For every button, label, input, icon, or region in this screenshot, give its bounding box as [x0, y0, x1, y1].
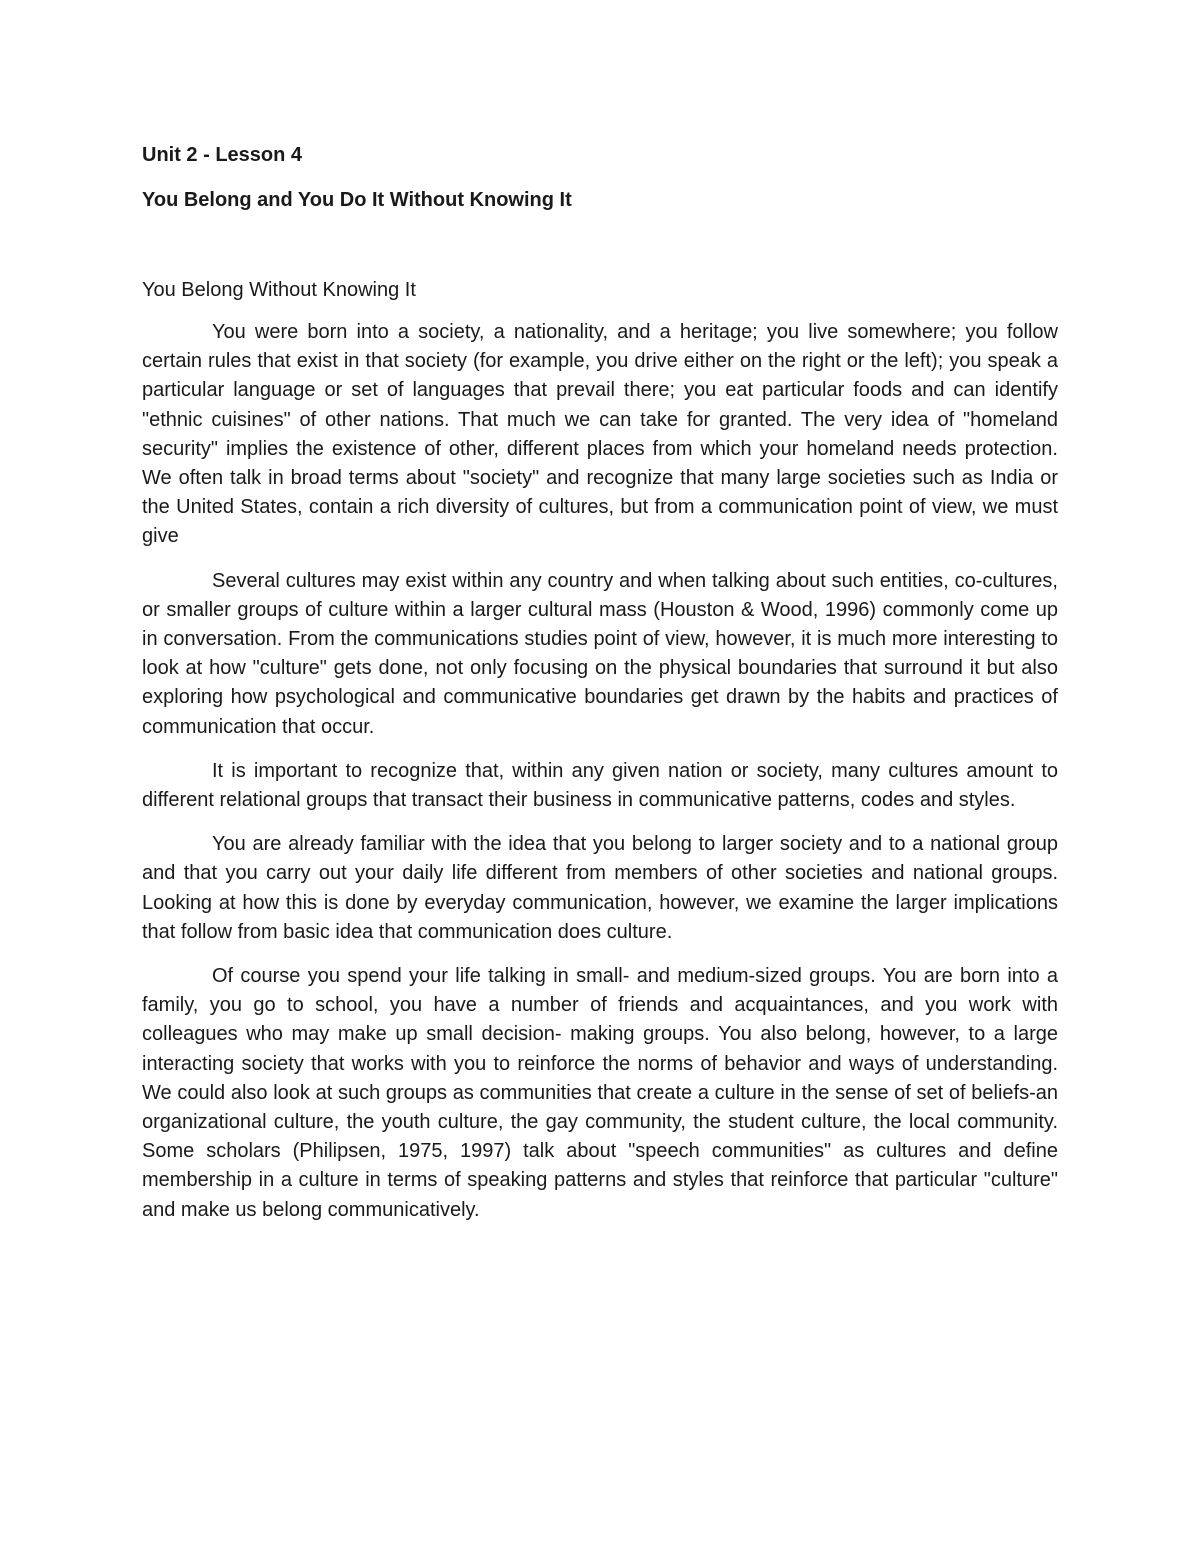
- lesson-title: You Belong and You Do It Without Knowing It: [142, 189, 572, 211]
- section-heading: You Belong Without Knowing It: [142, 279, 416, 301]
- paragraph-2: Several cultures may exist within any country and when talking about such entities, co-cultures, or smaller groups of culture within a larger cultural mass (Houston & Wood, 1996) commonly come up in conversation. From the communications studies point of view, however, it is much more interesting to look at how "culture" gets done, not only focusing on the physical boundaries that surround it but also exploring how psychological and communicative boundaries get drawn by the habits and practices of communication that occur.: [142, 569, 1058, 738]
- document-body: [142, 140, 1058, 1225]
- unit-title: Unit 2 - Lesson 4: [142, 144, 303, 166]
- paragraph-1: You were born into a society, a nationality, and a heritage; you live somewhere; you follow certain rules that exist in that society (for example, you drive either on the right or the left); you speak a particular language or set of languages that prevail there; you eat particular foods and can identify "ethnic cuisines" of other nations. That much we can take for granted. The very idea of "homeland security" implies the existence of other, different places from which your homeland needs protection. We often talk in broad terms about "society" and recognize that many large societies such as India or the United States, contain a rich diversity of cultures, but from a communication point of view, we must give: [142, 321, 1058, 548]
- paragraph-4: You are already familiar with the idea that you belong to larger society and to a national group and that you carry out your daily life different from members of other societies and national groups. Looking at how this is done by everyday communication, however, we examine the larger implications that follow from basic idea that communication does culture.: [142, 833, 1058, 943]
- paragraph-3: It is important to recognize that, within any given nation or society, many cultures amount to different relational groups that transact their business in communicative patterns, codes and styles.: [142, 759, 1058, 812]
- paragraph-5: Of course you spend your life talking in small- and medium-sized groups. You are born into a family, you go to school, you have a number of friends and acquaintances, and you work with colleagues who may make up small decision- making groups. You also belong, however, to a large interacting society that works with you to reinforce the norms of behavior and ways of understanding. We could also look at such groups as communities that create a culture in the sense of set of beliefs-an organizational culture, the youth culture, the gay community, the student culture, the local community. Some scholars (Philipsen, 1975, 1997) talk about "speech communities" as cultures and define membership in a culture in terms of speaking patterns and styles that reinforce that particular "culture" and make us belong communicatively.: [142, 965, 1058, 1221]
